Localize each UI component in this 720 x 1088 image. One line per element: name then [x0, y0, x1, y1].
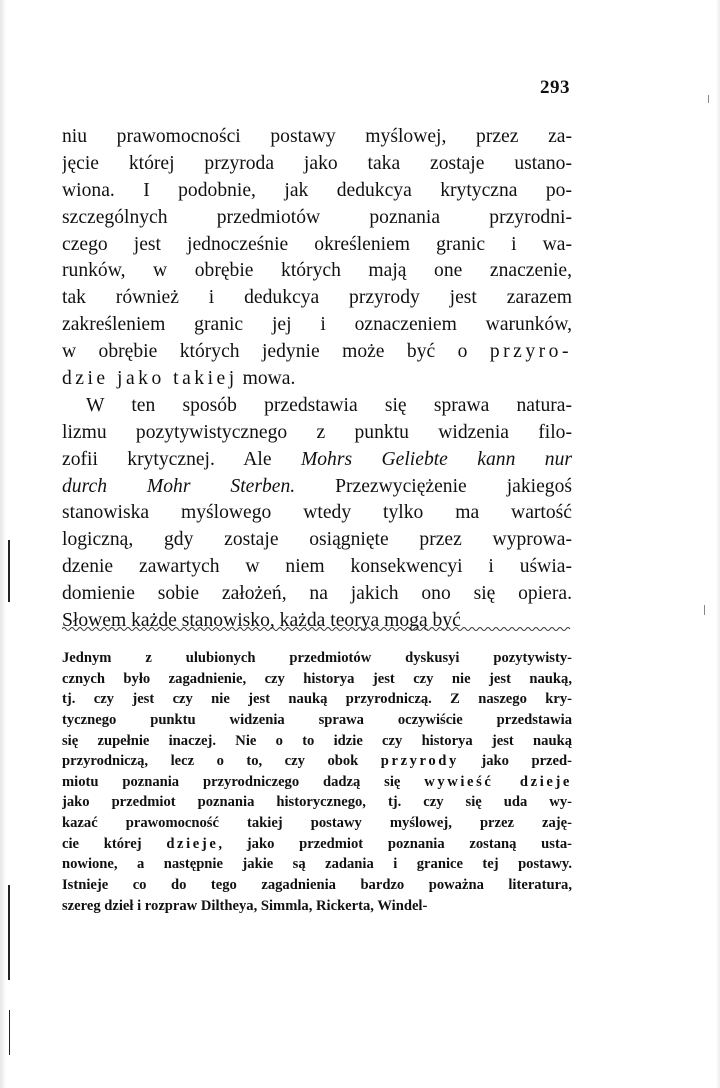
text-segment: miotu poznania przyrodniczego dadzą się [62, 773, 425, 790]
margin-scan-mark [9, 1010, 10, 1055]
text-line [62, 258, 572, 285]
text-segment: jako przed- [458, 753, 572, 770]
text-segment: zakreśleniem granic jej i oznaczeniem warunków, [62, 314, 572, 336]
text-line [62, 834, 572, 855]
text-line [62, 710, 572, 731]
text-line [62, 689, 572, 710]
text-line [62, 648, 572, 669]
text-line [62, 731, 572, 752]
text-segment: cie której [62, 835, 167, 852]
text-segment: Słowem każde stanowisko, każda teorya mogą być [62, 610, 461, 632]
text-segment: domienie sobie założeń, na jakich ono się opiera. [62, 583, 572, 605]
text-line [62, 554, 572, 581]
text-segment: szereg dzieł i rozpraw Diltheya, Simmla, Rickerta, Windel- [62, 897, 428, 914]
italic-quote-text: durch Mohr Sterben. [62, 475, 296, 497]
spaced-emphasis-text: dzie jako takiej [62, 368, 238, 390]
text-segment: wiona. I podobnie, jak dedukcya krytyczna po- [62, 179, 572, 201]
spaced-emphasis-text: przyrody [380, 753, 459, 770]
footnote-separator-rule [62, 625, 572, 633]
text-line [62, 875, 572, 896]
text-line [62, 751, 572, 772]
text-segment: w obrębie których jedynie może być o [62, 341, 490, 363]
text-segment: W ten sposób przedstawia się sprawa natura- [86, 394, 572, 416]
text-line [62, 474, 572, 501]
text-line [62, 669, 572, 690]
text-segment: Przezwyciężenie jakiegoś [295, 475, 572, 497]
main-body-text [62, 124, 572, 635]
text-segment: Istnieje co do tego zagadnienia bardzo poważna literatura, [62, 877, 572, 894]
text-line [62, 813, 572, 834]
text-line [62, 420, 572, 447]
text-line [62, 312, 572, 339]
text-line [62, 854, 572, 875]
italic-quote-text: Mohrs Geliebte kann nur [300, 448, 572, 470]
footnote-text [62, 648, 572, 916]
margin-scan-mark [8, 885, 10, 980]
text-line [62, 581, 572, 608]
page-number: 293 [540, 77, 570, 98]
text-segment: przyrodniczą, lecz o to, czy obok [62, 753, 381, 770]
text-segment: cznych było zagadnienie, czy historya jest czy nie jest nauką, [62, 670, 572, 687]
text-segment: tycznego punktu widzenia sprawa oczywiście przedstawia [62, 711, 572, 728]
text-segment: zofii krytycznej. Ale [62, 448, 301, 470]
text-line [62, 393, 572, 420]
text-line [62, 339, 572, 366]
text-line [62, 447, 572, 474]
text-line [62, 500, 572, 527]
text-segment: niu prawomocności postawy myślowej, przez za- [62, 126, 572, 147]
text-segment: jęcie której przyroda jako taka zostaje ustano- [62, 152, 572, 174]
text-segment: lizmu pozytywistycznego z punktu widzenia filo- [62, 421, 572, 443]
text-line [62, 151, 572, 178]
text-line [62, 124, 572, 151]
spaced-emphasis-text: przyro- [489, 341, 572, 363]
text-segment: Jednym z ulubionych przedmiotów dyskusyi pozytywisty- [62, 650, 572, 666]
text-segment: się zupełnie inaczej. Nie o to idzie czy historya jest nauką [62, 732, 572, 749]
spaced-emphasis-text: wywieść dzieje [424, 773, 572, 790]
text-line [62, 896, 572, 917]
margin-scan-mark [8, 540, 10, 602]
spaced-emphasis-text: dzieje [166, 835, 219, 852]
text-line [62, 285, 572, 312]
text-segment: nowione, a następnie jakie są zadania i granice tej postawy. [62, 856, 572, 873]
text-line [62, 205, 572, 232]
text-line [62, 178, 572, 205]
text-line [62, 527, 572, 554]
text-segment: tj. czy jest czy nie jest nauką przyrodniczą. Z naszego kry- [62, 691, 572, 708]
text-segment: szczególnych przedmiotów poznania przyrodni- [62, 206, 572, 228]
text-line [62, 366, 572, 393]
text-line [62, 772, 572, 793]
text-segment: dzenie zawartych w niem konsekwencyi i uświa- [62, 556, 572, 578]
text-segment: , jako przedmiot poznania zostaną usta- [218, 835, 572, 852]
text-segment: kazać prawomocność takiej postawy myślowej, przez zaję- [62, 815, 572, 832]
scan-right-edge-shadow [716, 0, 720, 1088]
margin-scan-mark [704, 605, 705, 615]
text-line [62, 792, 572, 813]
margin-scan-mark [708, 95, 709, 103]
text-segment: jako przedmiot poznania historycznego, tj. czy się uda wy- [62, 794, 572, 811]
text-segment: czego jest jednocześnie określeniem granic i wa- [62, 233, 572, 255]
text-segment: logiczną, gdy zostaje osiągnięte przez wyprowa- [62, 529, 572, 551]
text-segment: runków, w obrębie których mają one znaczenie, [62, 260, 572, 282]
text-segment: mowa. [237, 368, 296, 390]
text-line [62, 232, 572, 259]
text-segment: stanowiska myślowego wtedy tylko ma wartość [62, 502, 572, 524]
text-segment: tak również i dedukcya przyrody jest zarazem [62, 287, 572, 309]
scan-left-edge-shadow [0, 0, 6, 1088]
